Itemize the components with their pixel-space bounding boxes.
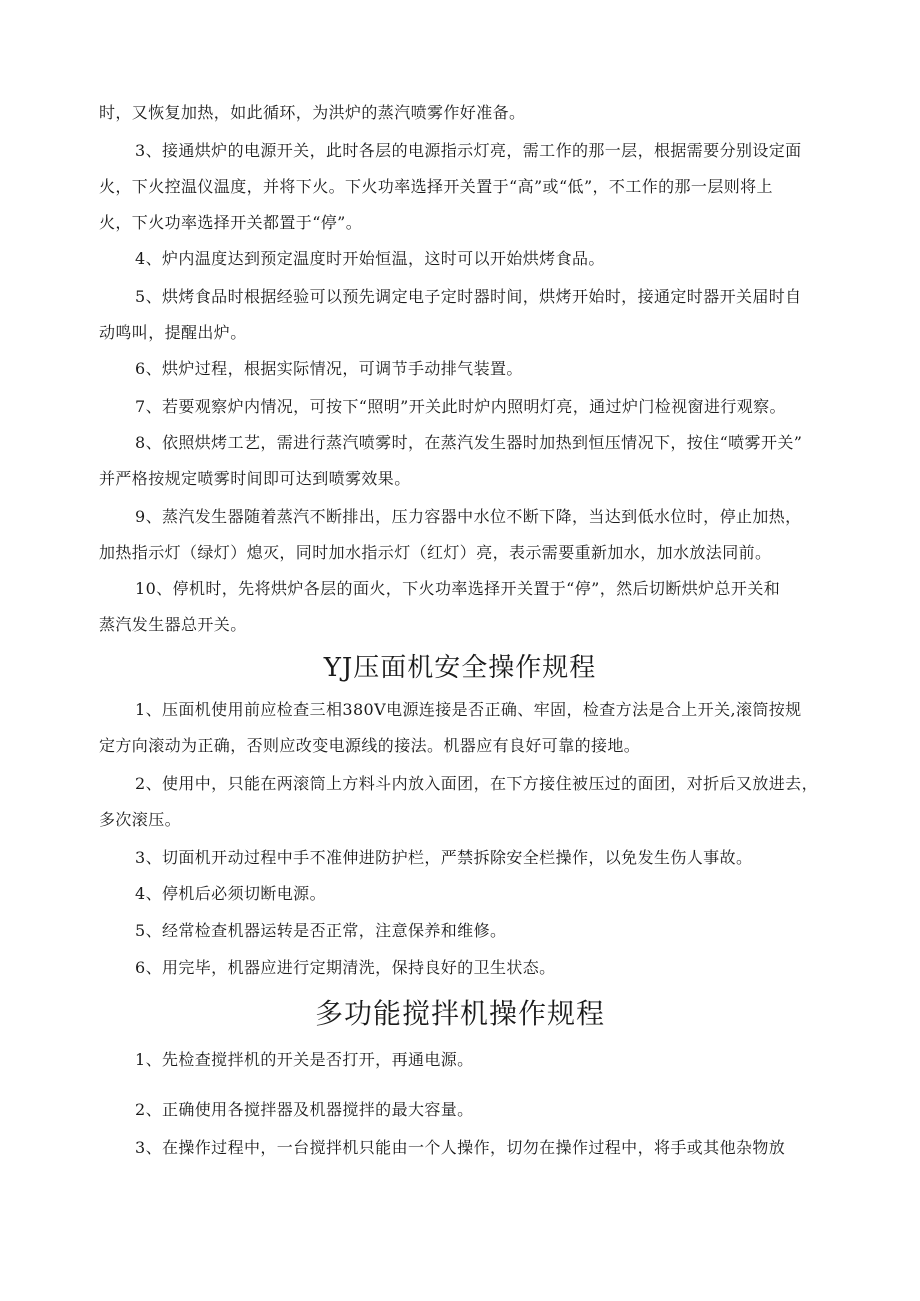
paragraph-oven-step-3: [99, 133, 824, 241]
text-line: 加热指示灯（绿灯）熄灭，同时加水指示灯（红灯）亮，表示需要重新加水，加水放法同前。: [99, 543, 772, 562]
text-line: 6、烘炉过程，根据实际情况，可调节手动排气装置。: [135, 359, 523, 378]
paragraph-oven-step-4: [99, 241, 824, 277]
text-line: 3、接通烘炉的电源开关，此时各层的电源指示灯亮，需工作的那一层，根据需要分别设定面: [135, 141, 802, 160]
paragraph-oven-step-8: [99, 425, 824, 497]
text-line: 10、停机时，先将烘炉各层的面火，下火功率选择开关置于“停”，然后切断烘炉总开关和: [135, 579, 781, 598]
text-line: 3、在操作过程中，一台搅拌机只能由一个人操作，切勿在操作过程中，将手或其他杂物放: [135, 1138, 786, 1157]
text-line: 1、压面机使用前应检查三相380V电源连接是否正确、牢固，检查方法是合上开关,滚筒按规: [135, 700, 802, 719]
section-title-mixer: 多功能搅拌机操作规程: [314, 997, 605, 1030]
paragraph-mixer-step-1: [99, 1042, 824, 1078]
text-line: 2、使用中，只能在两滚筒上方料斗内放入面团，在下方接住被压过的面团，对折后又放进去，: [135, 774, 818, 793]
paragraph-mixer-step-3: [99, 1130, 824, 1166]
text-line: 多次滚压。: [99, 810, 182, 829]
text-line: 4、停机后必须切断电源。: [135, 884, 326, 903]
paragraph-continuation: [99, 95, 824, 131]
paragraph-oven-step-6: [99, 351, 824, 387]
paragraph-press-step-3: [99, 840, 824, 876]
text-line: 8、依照烘烤工艺，需进行蒸汽喷雾时，在蒸汽发生器时加热到恒压情况下，按住“喷雾开关”: [135, 433, 803, 452]
text-line: 时，又恢复加热，如此循环，为洪炉的蒸汽喷雾作好准备。: [99, 103, 526, 122]
text-line: 5、烘烤食品时根据经验可以预先调定电子定时器时间，烘烤开始时，接通定时器开关届时自: [135, 287, 802, 306]
text-line: 蒸汽发生器总开关。: [99, 615, 247, 634]
text-line: 4、炉内温度达到预定温度时开始恒温，这时可以开始烘烤食品。: [135, 249, 605, 268]
paragraph-oven-step-10: [99, 571, 824, 643]
text-line: 3、切面机开动过程中手不准伸进防护栏，严禁拆除安全栏操作，以免发生伤人事故。: [135, 848, 753, 867]
paragraph-press-step-6: [99, 950, 824, 986]
text-line: 7、若要观察炉内情况，可按下“照明”开关此时炉内照明灯亮，通过炉门检视窗进行观察。: [135, 397, 786, 416]
section-title-dough-press: YJ压面机安全操作规程: [323, 653, 597, 683]
paragraph-oven-step-9: [99, 499, 824, 571]
paragraph-press-step-2: [99, 766, 824, 838]
text-line: 火，下火控温仪温度，并将下火。下火功率选择开关置于“高”或“低”，不工作的那一层则将上: [99, 177, 773, 196]
text-line: 9、蒸汽发生器随着蒸汽不断排出，压力容器中水位不断下降，当达到低水位时，停止加热，: [135, 507, 802, 526]
paragraph-oven-step-5: [99, 279, 824, 351]
text-line: 5、经常检查机器运转是否正常，注意保养和维修。: [135, 921, 507, 940]
text-line: 并严格按规定喷雾时间即可达到喷雾效果。: [99, 469, 411, 488]
text-line: 2、正确使用各搅拌器及机器搅拌的最大容量。: [135, 1100, 474, 1119]
paragraph-mixer-step-2: [99, 1092, 824, 1128]
paragraph-oven-step-7: [99, 389, 824, 425]
paragraph-press-step-4: [99, 876, 824, 912]
text-line: 定方向滚动为正确，否则应改变电源线的接法。机器应有良好可靠的接地。: [99, 736, 641, 755]
text-line: 动鸣叫，提醒出炉。: [99, 323, 247, 342]
text-line: 火，下火功率选择开关都置于“停”。: [99, 213, 363, 232]
text-line: 1、先检查搅拌机的开关是否打开，再通电源。: [135, 1050, 474, 1069]
paragraph-press-step-1: [99, 692, 824, 764]
paragraph-press-step-5: [99, 913, 824, 949]
text-line: 6、用完毕，机器应进行定期清洗，保持良好的卫生状态。: [135, 958, 556, 977]
